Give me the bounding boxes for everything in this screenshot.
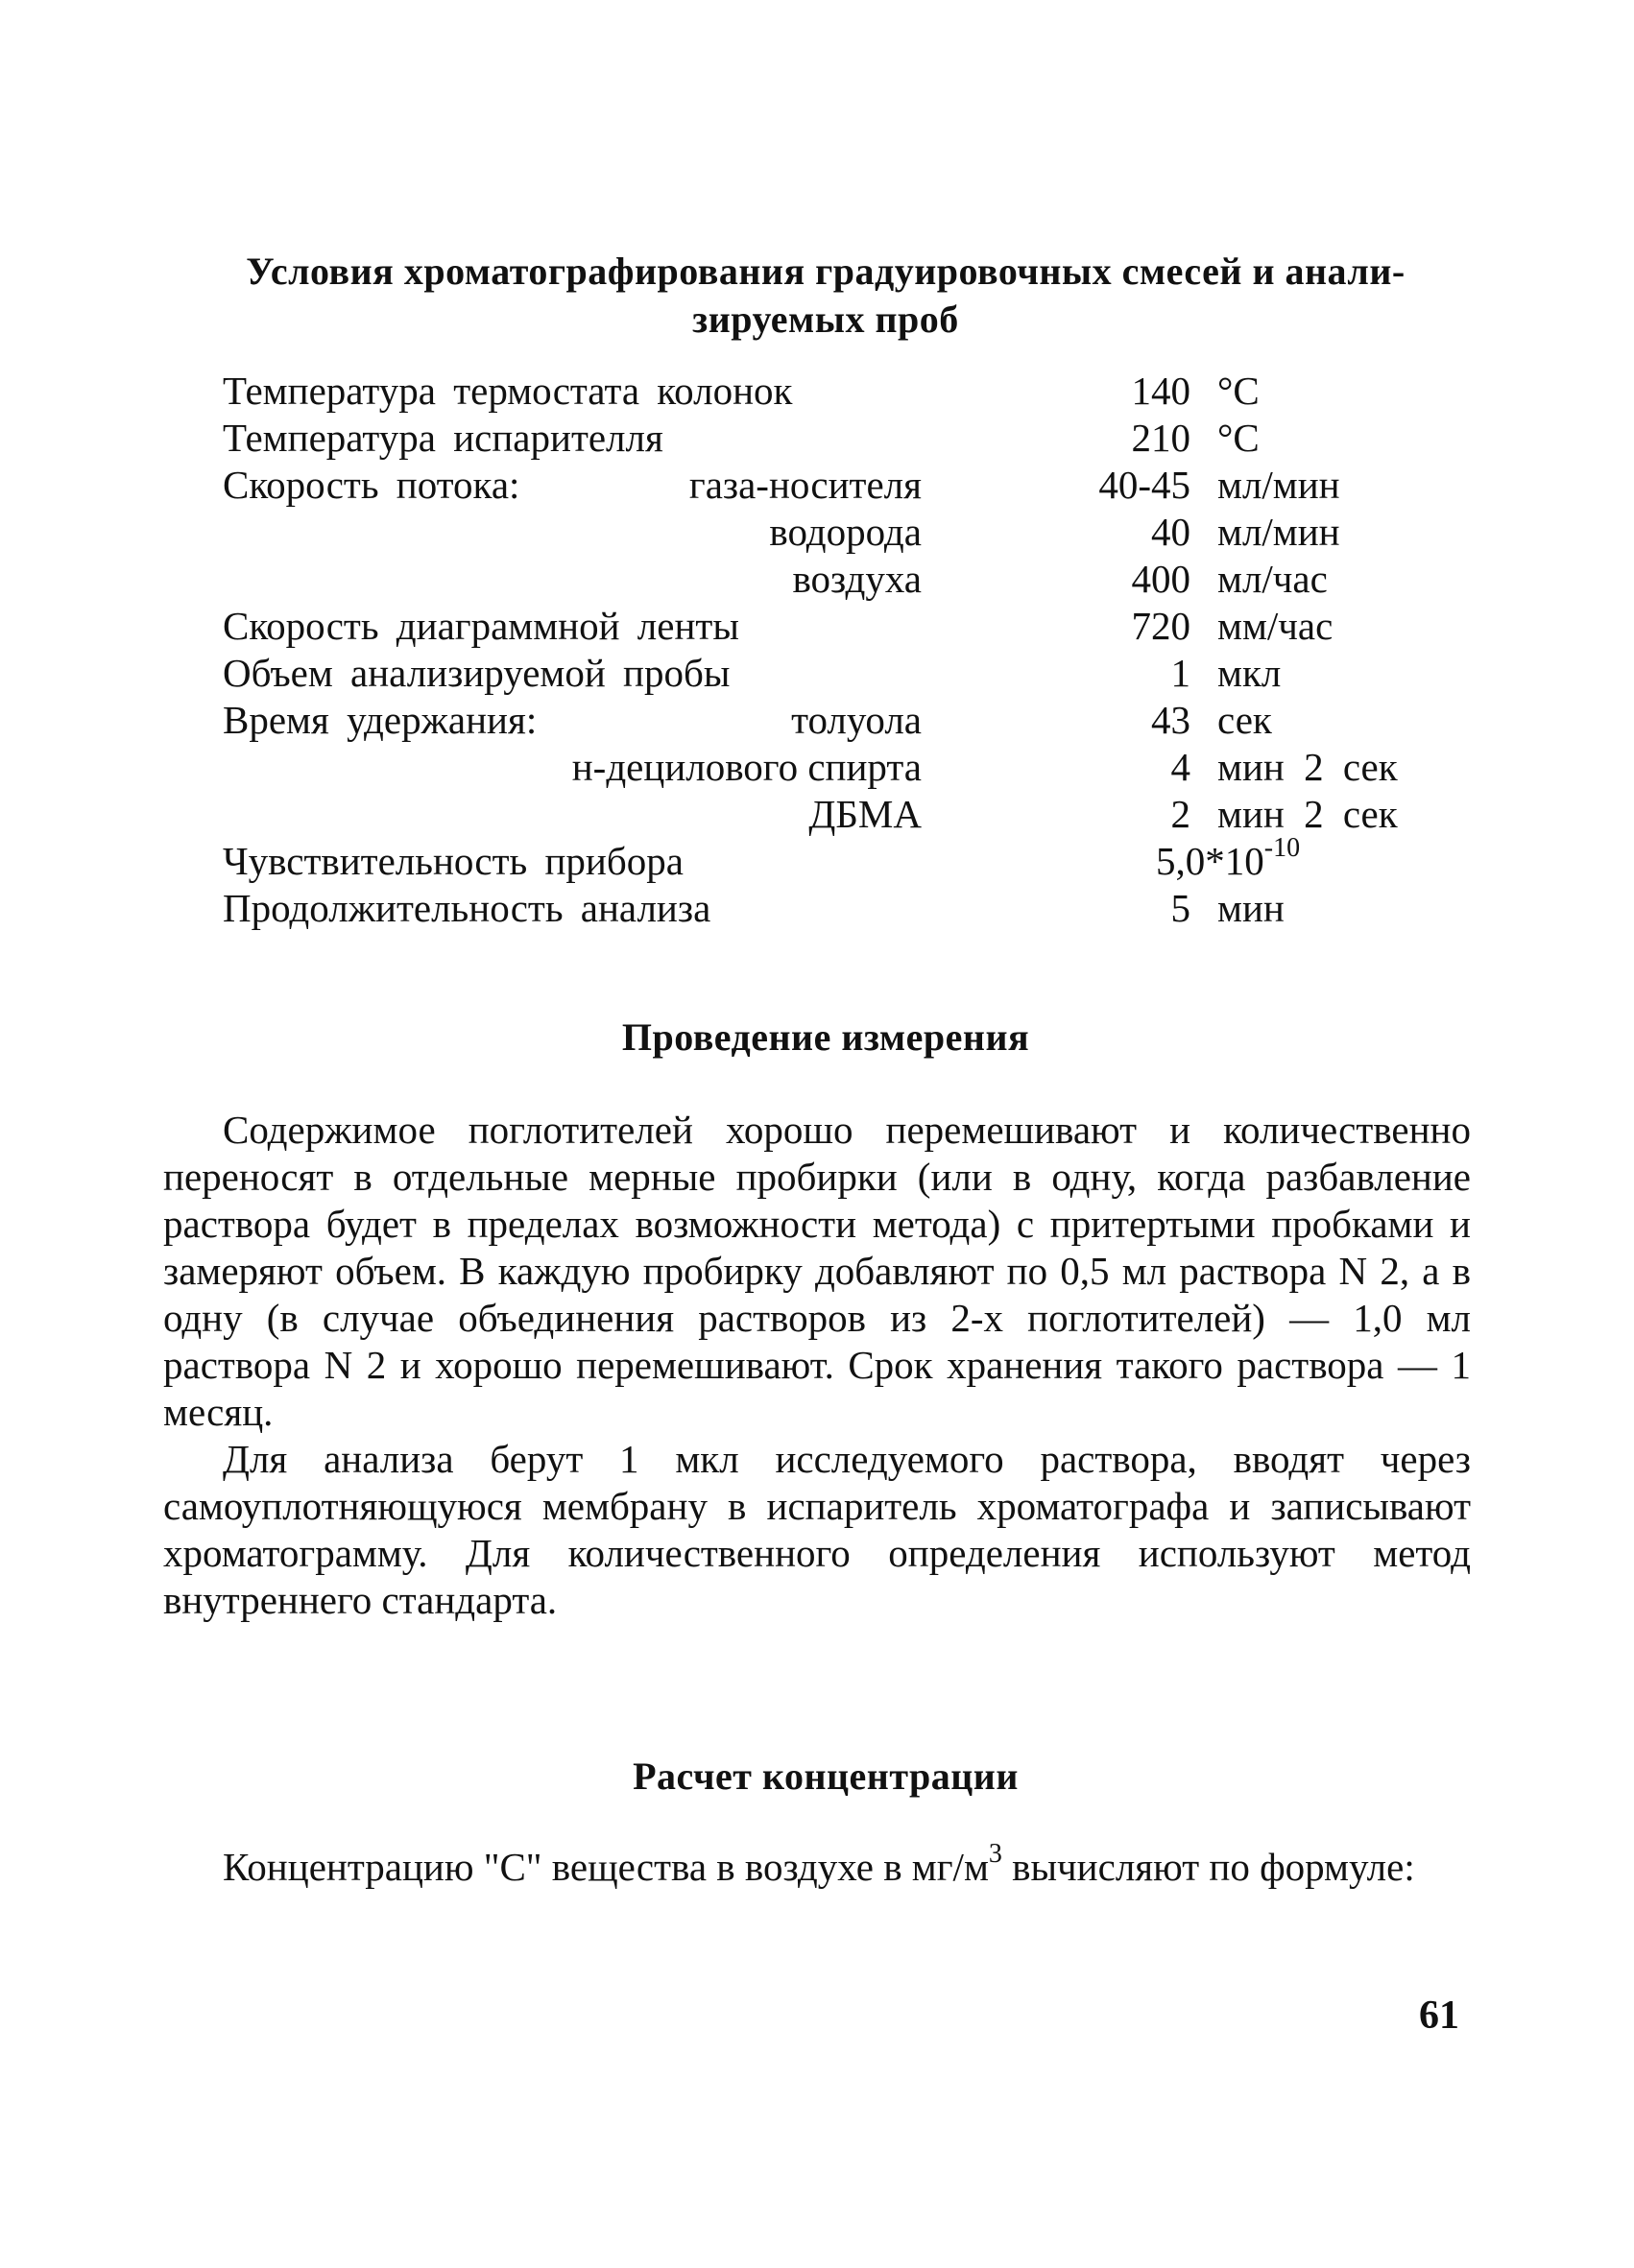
- condition-label: Продолжительность анализа: [223, 886, 711, 930]
- condition-row: [223, 744, 1471, 791]
- condition-row: [223, 556, 1471, 603]
- condition-row: [223, 368, 1471, 415]
- calculation-text-after: вычисляют по формуле:: [1001, 1845, 1415, 1889]
- condition-sublabel: водорода: [769, 510, 922, 554]
- condition-unit: °С: [1217, 416, 1260, 460]
- calculation-heading: Расчет концентрации: [633, 1755, 1019, 1798]
- calculation-paragraph: [163, 1839, 1471, 1891]
- condition-row: [223, 603, 1471, 650]
- condition-value: 40: [1151, 510, 1190, 554]
- condition-label: Скорость потока:: [223, 463, 520, 507]
- page-number: 61: [1419, 1993, 1459, 2038]
- condition-unit: мкл: [1217, 651, 1282, 695]
- condition-label: Время удержания:: [223, 698, 538, 742]
- condition-unit: мин: [1217, 886, 1285, 930]
- condition-row: [223, 509, 1471, 556]
- condition-label: Температура испарителля: [223, 416, 663, 460]
- condition-row: [223, 791, 1471, 838]
- condition-value: 5: [1170, 886, 1190, 930]
- condition-value: 2: [1170, 792, 1190, 836]
- measurement-paragraph-1: Содержимое поглотителей хорошо перемешивают и количественно переносят в отдельные мерные пробирки (или в одну, когда разбавление раствора будет в пределах возможности метода) с притертыми пробками и замеряют объем. В каждую пробирку добавляют по 0,5 мл раствора N 2, а в одну (в случае объединения растворов из 2-х поглотителей) — 1,0 мл раствора N 2 и хорошо перемешивают. Срок хранения такого раствора — 1 месяц.: [163, 1108, 1471, 1434]
- condition-unit: мл/час: [1217, 557, 1328, 601]
- measurement-text: [163, 1107, 1471, 1624]
- condition-row: [223, 415, 1471, 462]
- condition-sublabel: н-децилового спирта: [571, 745, 922, 789]
- condition-sublabel: толуола: [791, 698, 922, 742]
- condition-sublabel: газа-носителя: [688, 463, 922, 507]
- condition-row: [223, 833, 1471, 885]
- measurement-heading: Проведение измерения: [621, 1015, 1030, 1059]
- calculation-text: [163, 1839, 1471, 1891]
- condition-unit: °С: [1217, 369, 1260, 413]
- condition-value: 4: [1170, 745, 1190, 789]
- sensitivity-base: 5,0*10: [1156, 839, 1264, 883]
- condition-unit: сек: [1217, 698, 1272, 742]
- condition-unit: мин 2 сек: [1217, 745, 1398, 789]
- condition-value: 140: [1131, 369, 1190, 413]
- condition-sublabel: ДБМА: [808, 792, 922, 836]
- conditions-heading-line-1: Условия хроматографирования градуировочных смесей и анали-: [246, 250, 1406, 293]
- condition-unit: мин 2 сек: [1217, 792, 1398, 836]
- condition-row: [223, 697, 1471, 744]
- sensitivity-exponent: -10: [1263, 833, 1301, 864]
- conditions-heading: [163, 248, 1488, 344]
- condition-unit: мл/мин: [1217, 463, 1340, 507]
- condition-value: 720: [1131, 604, 1190, 648]
- condition-label: Объем анализируемой пробы: [223, 651, 731, 695]
- condition-value: 43: [1151, 698, 1190, 742]
- sensitivity-value: [1156, 833, 1301, 885]
- condition-sublabel: воздуха: [792, 557, 922, 601]
- condition-label: Скорость диаграммной ленты: [223, 604, 739, 648]
- calculation-superscript: 3: [988, 1839, 1002, 1870]
- conditions-heading-line-2: зируемых проб: [692, 298, 959, 341]
- condition-row: [223, 885, 1471, 932]
- conditions-table: [223, 368, 1471, 932]
- condition-value: 400: [1131, 557, 1190, 601]
- condition-row: [223, 462, 1471, 509]
- condition-label: Температура термостата колонок: [223, 369, 793, 413]
- condition-unit: мм/час: [1217, 604, 1334, 648]
- condition-label: Чувствительность прибора: [223, 839, 684, 883]
- condition-value: 1: [1170, 651, 1190, 695]
- measurement-paragraph-2: Для анализа берут 1 мкл исследуемого раствора, вводят через самоуплотняющуюся мембрану в испаритель хроматографа и записывают хроматограмму. Для количественного определения используют метод внутреннего стандарта.: [163, 1437, 1471, 1622]
- condition-value: 210: [1131, 416, 1190, 460]
- condition-unit: мл/мин: [1217, 510, 1340, 554]
- condition-value: 40-45: [1098, 463, 1190, 507]
- calculation-text-before: Концентрацию "С" вещества в воздухе в мг/м: [223, 1845, 989, 1889]
- condition-row: [223, 650, 1471, 697]
